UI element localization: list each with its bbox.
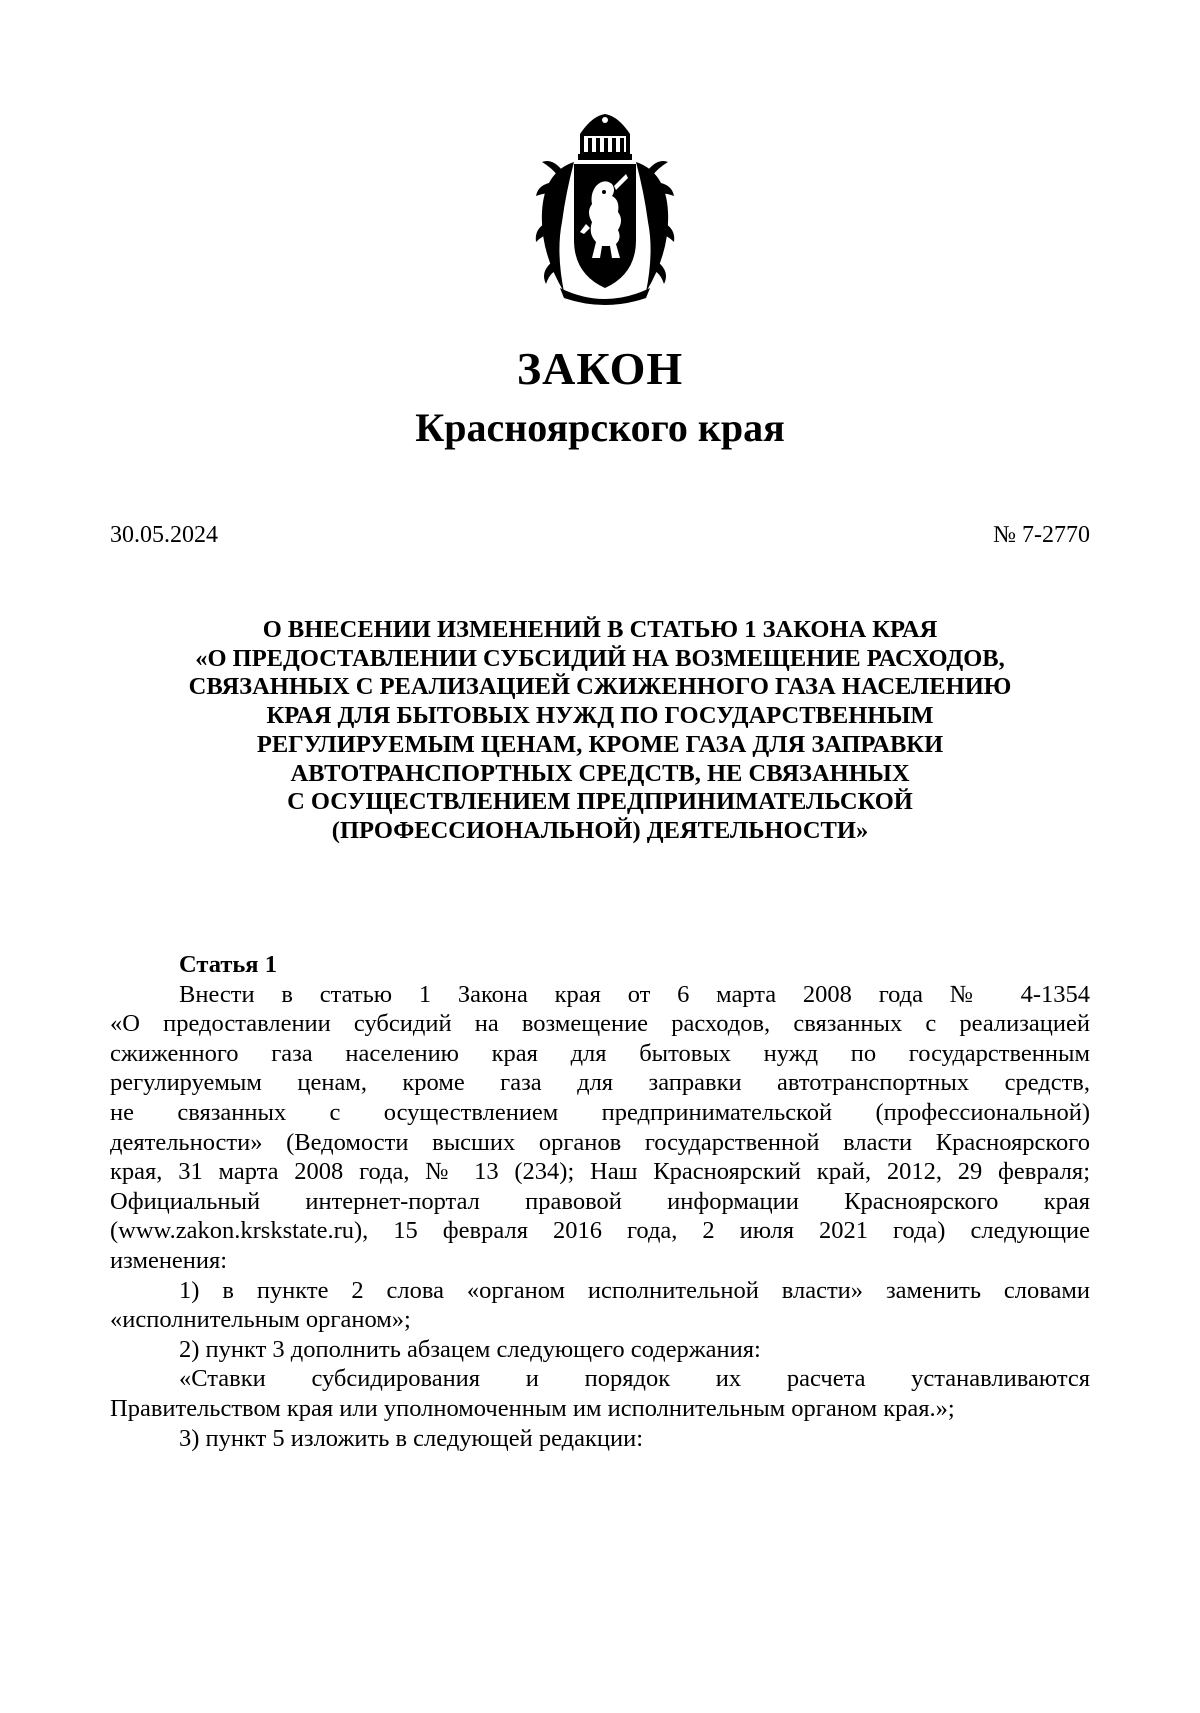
article-line: деятельности» (Ведомости высших органов государственной власти Красноярского bbox=[110, 1128, 1090, 1156]
article-line: «исполнительным органом»; bbox=[110, 1306, 411, 1334]
amendment-item-1: 1) в пункте 2 слова «органом исполнительной власти» заменить словами bbox=[179, 1276, 1090, 1304]
law-title: ЗАКОН bbox=[516, 343, 684, 394]
article-line: изменения: bbox=[110, 1246, 228, 1274]
article-line: регулируемым ценам, кроме газа для заправки автотранспортных средств, bbox=[110, 1069, 1090, 1097]
ribbon-icon bbox=[560, 288, 650, 305]
heading-line: КРАЯ ДЛЯ БЫТОВЫХ НУЖД ПО ГОСУДАРСТВЕННЫМ bbox=[266, 702, 934, 730]
law-date: 30.05.2024 bbox=[110, 522, 218, 548]
quoted-text-line: Правительством края или уполномоченным им исполнительным органом края.»; bbox=[110, 1394, 955, 1422]
article-line: края, 31 марта 2008 года, № 13 (234); Наш Красноярский край, 2012, 29 февраля; bbox=[110, 1158, 1090, 1186]
article-line: (www.zakon.krskstate.ru), 15 февраля 2016 года, 2 июля 2021 года) следующие bbox=[110, 1217, 1090, 1245]
article-label: Статья 1 bbox=[179, 951, 277, 978]
crown-icon bbox=[578, 114, 632, 160]
law-number: № 7-2770 bbox=[993, 522, 1090, 548]
law-heading bbox=[110, 616, 1090, 846]
leaves-right-icon bbox=[636, 161, 674, 292]
heading-line: (ПРОФЕССИОНАЛЬНОЙ) ДЕЯТЕЛЬНОСТИ» bbox=[331, 816, 869, 844]
heading-line: С ОСУЩЕСТВЛЕНИЕМ ПРЕДПРИНИМАТЕЛЬСКОЙ bbox=[287, 788, 913, 816]
heading-line: СВЯЗАННЫХ С РЕАЛИЗАЦИЕЙ СЖИЖЕННОГО ГАЗА НАСЕЛЕНИЮ bbox=[188, 673, 1012, 701]
amendment-item-3: 3) пункт 5 изложить в следующей редакции: bbox=[179, 1424, 644, 1452]
shield-icon bbox=[574, 164, 636, 288]
quoted-text-line: «Ставки субсидирования и порядок их расчета устанавливаются bbox=[179, 1365, 1090, 1393]
amendment-item-2: 2) пункт 3 дополнить абзацем следующего содержания: bbox=[179, 1335, 761, 1363]
article-line: «О предоставлении субсидий на возмещение расходов, связанных с реализацией bbox=[110, 1010, 1090, 1038]
oak-leaves-left-icon bbox=[536, 161, 574, 292]
article-line: сжиженного газа населению края для бытовых нужд по государственным bbox=[110, 1039, 1090, 1067]
article-line: Внести в статью 1 Закона края от 6 марта 2008 года № 4-1354 bbox=[179, 980, 1090, 1008]
article-1 bbox=[110, 950, 1090, 1453]
article-line: не связанных с осуществлением предпринимательской (профессиональной) bbox=[110, 1098, 1090, 1126]
heading-line: «О ПРЕДОСТАВЛЕНИИ СУБСИДИЙ НА ВОЗМЕЩЕНИЕ РАСХОДОВ, bbox=[195, 644, 1005, 672]
coat-of-arms-icon bbox=[534, 112, 676, 310]
heading-line: О ВНЕСЕНИИ ИЗМЕНЕНИЙ В СТАТЬЮ 1 ЗАКОНА КРАЯ bbox=[262, 616, 938, 643]
heading-line: РЕГУЛИРУЕМЫМ ЦЕНАМ, КРОМЕ ГАЗА ДЛЯ ЗАПРАВКИ bbox=[256, 730, 944, 758]
law-subtitle: Красноярского края bbox=[415, 405, 785, 450]
article-line: Официальный интернет-портал правовой информации Красноярского края bbox=[110, 1187, 1090, 1215]
heading-line: АВТОТРАНСПОРТНЫХ СРЕДСТВ, НЕ СВЯЗАННЫХ bbox=[290, 759, 910, 787]
